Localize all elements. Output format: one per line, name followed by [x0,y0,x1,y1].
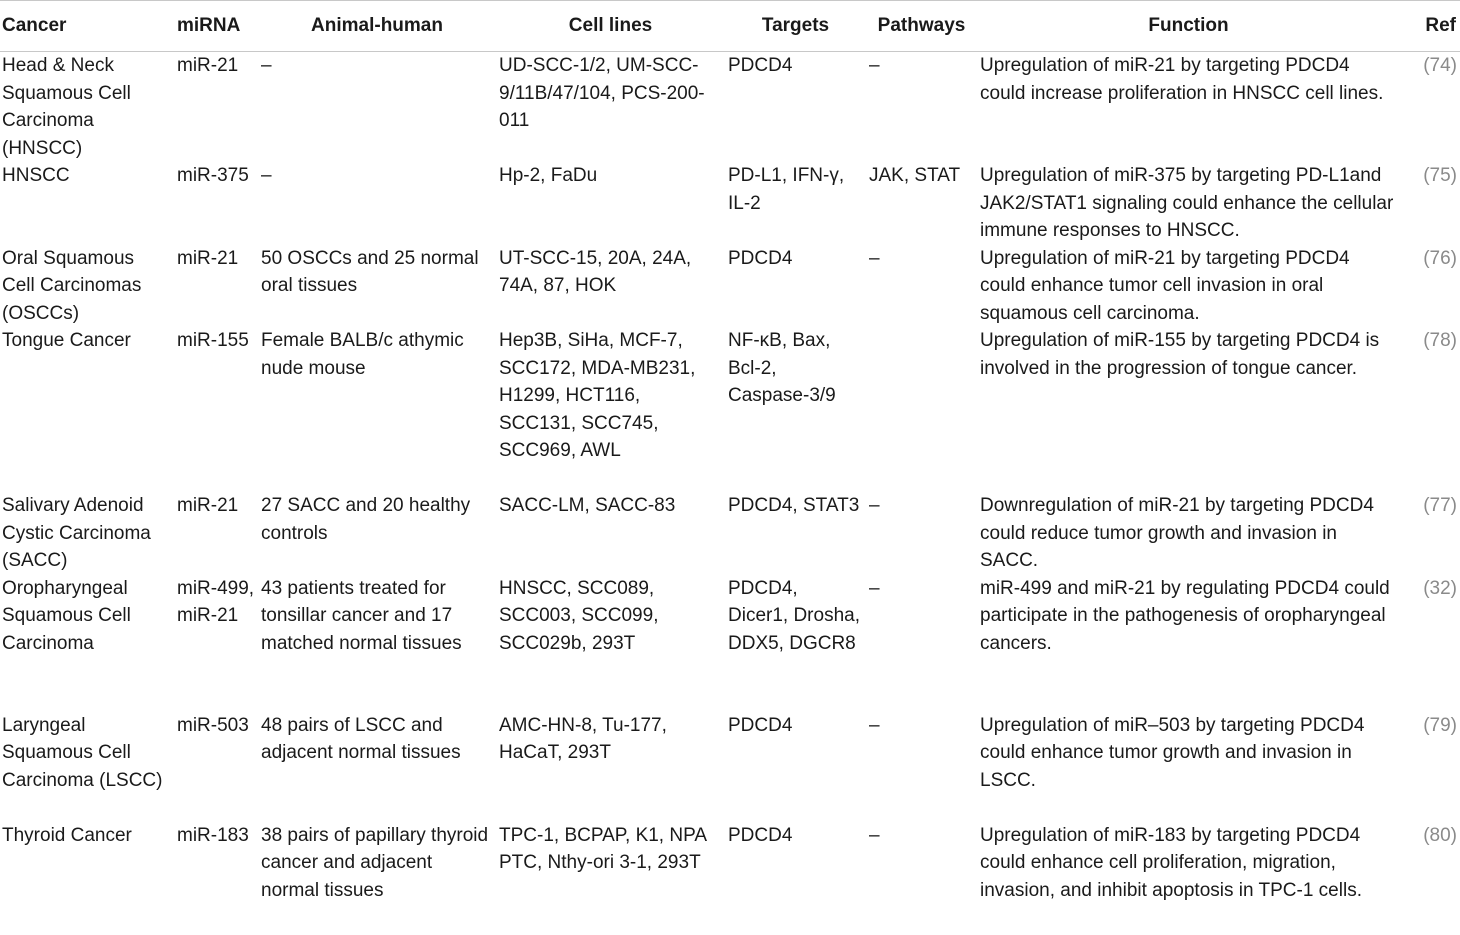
cell-cancer: Oropharyngeal Squamous Cell Carcinoma [2,577,131,654]
cell-cancer: Thyroid Cancer [2,824,132,846]
header-row [0,1,1460,52]
cell-ref-link[interactable]: (76) [1423,247,1457,269]
table-row [0,245,1460,328]
cell-pathways: – [869,577,880,599]
cell-cancer: Head & Neck Squamous Cell Carcinoma (HNSCC) [2,55,131,159]
cell-mirna: miR-499, miR-21 [177,577,255,626]
table-row [0,52,1460,163]
cell-animal-human: 43 patients treated for tonsillar cancer and 17 matched normal tissues [261,577,462,654]
cell-ref-link[interactable]: (78) [1423,330,1457,351]
cell-function: Upregulation of miR-21 by targeting PDCD4 could increase proliferation in HNSCC cell lines. [980,55,1384,104]
cell-cell-lines: UT-SCC-15, 20A, 24A, 74A, 87, HOK [499,247,692,296]
cell-pathways: – [869,714,880,736]
header-cell-lines: Cell lines [497,1,726,52]
cell-function: miR-499 and miR-21 by regulating PDCD4 could participate in the pathogenesis of oropharyngeal cancers. [980,577,1390,654]
cell-cell-lines: HNSCC, SCC089, SCC003, SCC099, SCC029b, 293T [499,577,659,654]
cell-mirna: miR-183 [177,824,249,846]
cell-cell-lines: SACC-LM, SACC-83 [499,495,676,516]
cell-cancer: Oral Squamous Cell Carcinomas (OSCCs) [2,247,142,324]
table-row [0,327,1460,492]
cell-ref-link[interactable]: (77) [1423,495,1457,516]
cell-animal-human: – [261,55,272,76]
cell-targets: PDCD4 [728,55,793,76]
table-row [0,712,1460,822]
cell-ref-link[interactable]: (32) [1423,577,1457,599]
cell-function: Upregulation of miR-21 by targeting PDCD4 could enhance tumor cell invasion in oral squamous cell carcinoma. [980,247,1350,324]
cell-ref-link[interactable]: (74) [1423,55,1457,76]
cell-cancer: Salivary Adenoid Cystic Carcinoma (SACC) [2,495,151,571]
cell-mirna: miR-503 [177,714,249,736]
cell-mirna: miR-21 [177,55,239,76]
cell-mirna: miR-21 [177,247,239,269]
cell-pathways: – [869,495,880,516]
cell-targets: PD-L1, IFN-γ, IL-2 [728,165,845,214]
cell-function: Upregulation of miR–503 by targeting PDCD4 could enhance tumor growth and invasion in LSCC. [980,714,1365,791]
cell-cancer: HNSCC [2,165,70,186]
cell-cancer: Tongue Cancer [2,330,131,351]
header-animal-human: Animal-human [259,1,497,52]
cell-cell-lines: Hp-2, FaDu [499,165,598,186]
cell-function: Upregulation of miR-155 by targeting PDCD4 is involved in the progression of tongue cancer. [980,330,1380,379]
cell-targets: PDCD4 [728,824,793,846]
cell-cancer: Laryngeal Squamous Cell Carcinoma (LSCC) [2,714,163,791]
cell-animal-human: – [261,165,272,186]
cell-targets: PDCD4, Dicer1, Drosha, DDX5, DGCR8 [728,577,860,654]
cell-animal-human: 27 SACC and 20 healthy controls [261,495,471,544]
cell-cell-lines: UD-SCC-1/2, UM-SCC-9/11B/47/104, PCS-200-011 [499,55,705,131]
cell-cell-lines: AMC-HN-8, Tu-177, HaCaT, 293T [499,714,667,763]
cell-targets: PDCD4, STAT3 [728,495,860,516]
cell-cell-lines: TPC-1, BCPAP, K1, NPA PTC, Nthy-ori 3-1, 293T [499,824,706,873]
header-pathways: Pathways [867,1,978,52]
cell-mirna: miR-21 [177,495,239,516]
cell-cell-lines: Hep3B, SiHa, MCF-7, SCC172, MDA-MB231, H1299, HCT116, SCC131, SCC745, SCC969, AWL [499,330,696,461]
table-row [0,822,1460,932]
header-function: Function [978,1,1401,52]
cell-animal-human: 50 OSCCs and 25 normal oral tissues [261,247,479,296]
cell-animal-human: 38 pairs of papillary thyroid cancer and adjacent normal tissues [261,824,489,901]
cell-animal-human: Female BALB/c athymic nude mouse [261,330,464,379]
cell-targets: NF-κB, Bax, Bcl-2, Caspase-3/9 [728,330,836,406]
table-row [0,162,1460,245]
table-row [0,575,1460,712]
cell-function: Upregulation of miR-375 by targeting PD-L1and JAK2/STAT1 signaling could enhance the cellular immune responses to HNSCC. [980,165,1394,241]
cell-pathways: – [869,824,880,846]
cell-targets: PDCD4 [728,247,793,269]
cell-ref-link[interactable]: (75) [1423,165,1457,186]
header-targets: Targets [726,1,867,52]
header-mirna: miRNA [175,1,259,52]
cell-targets: PDCD4 [728,714,793,736]
cell-ref-link[interactable]: (80) [1423,824,1457,846]
header-cancer: Cancer [0,1,175,52]
header-ref: Ref [1401,1,1460,52]
cell-pathways: – [869,247,880,269]
cell-pathways [867,327,978,492]
cell-pathways: JAK, STAT [869,165,961,186]
cell-function: Upregulation of miR-183 by targeting PDCD4 could enhance cell proliferation, migration, invasion, and inhibit apoptosis in TPC-1 cells. [980,824,1362,901]
table-row [0,492,1460,575]
cell-mirna: miR-155 [177,330,249,351]
cell-ref-link[interactable]: (79) [1423,714,1457,736]
cell-pathways: – [869,55,880,76]
cell-function: Downregulation of miR-21 by targeting PDCD4 could reduce tumor growth and invasion in SACC. [980,495,1374,571]
cell-animal-human: 48 pairs of LSCC and adjacent normal tissues [261,714,461,763]
cell-mirna: miR-375 [177,165,249,186]
